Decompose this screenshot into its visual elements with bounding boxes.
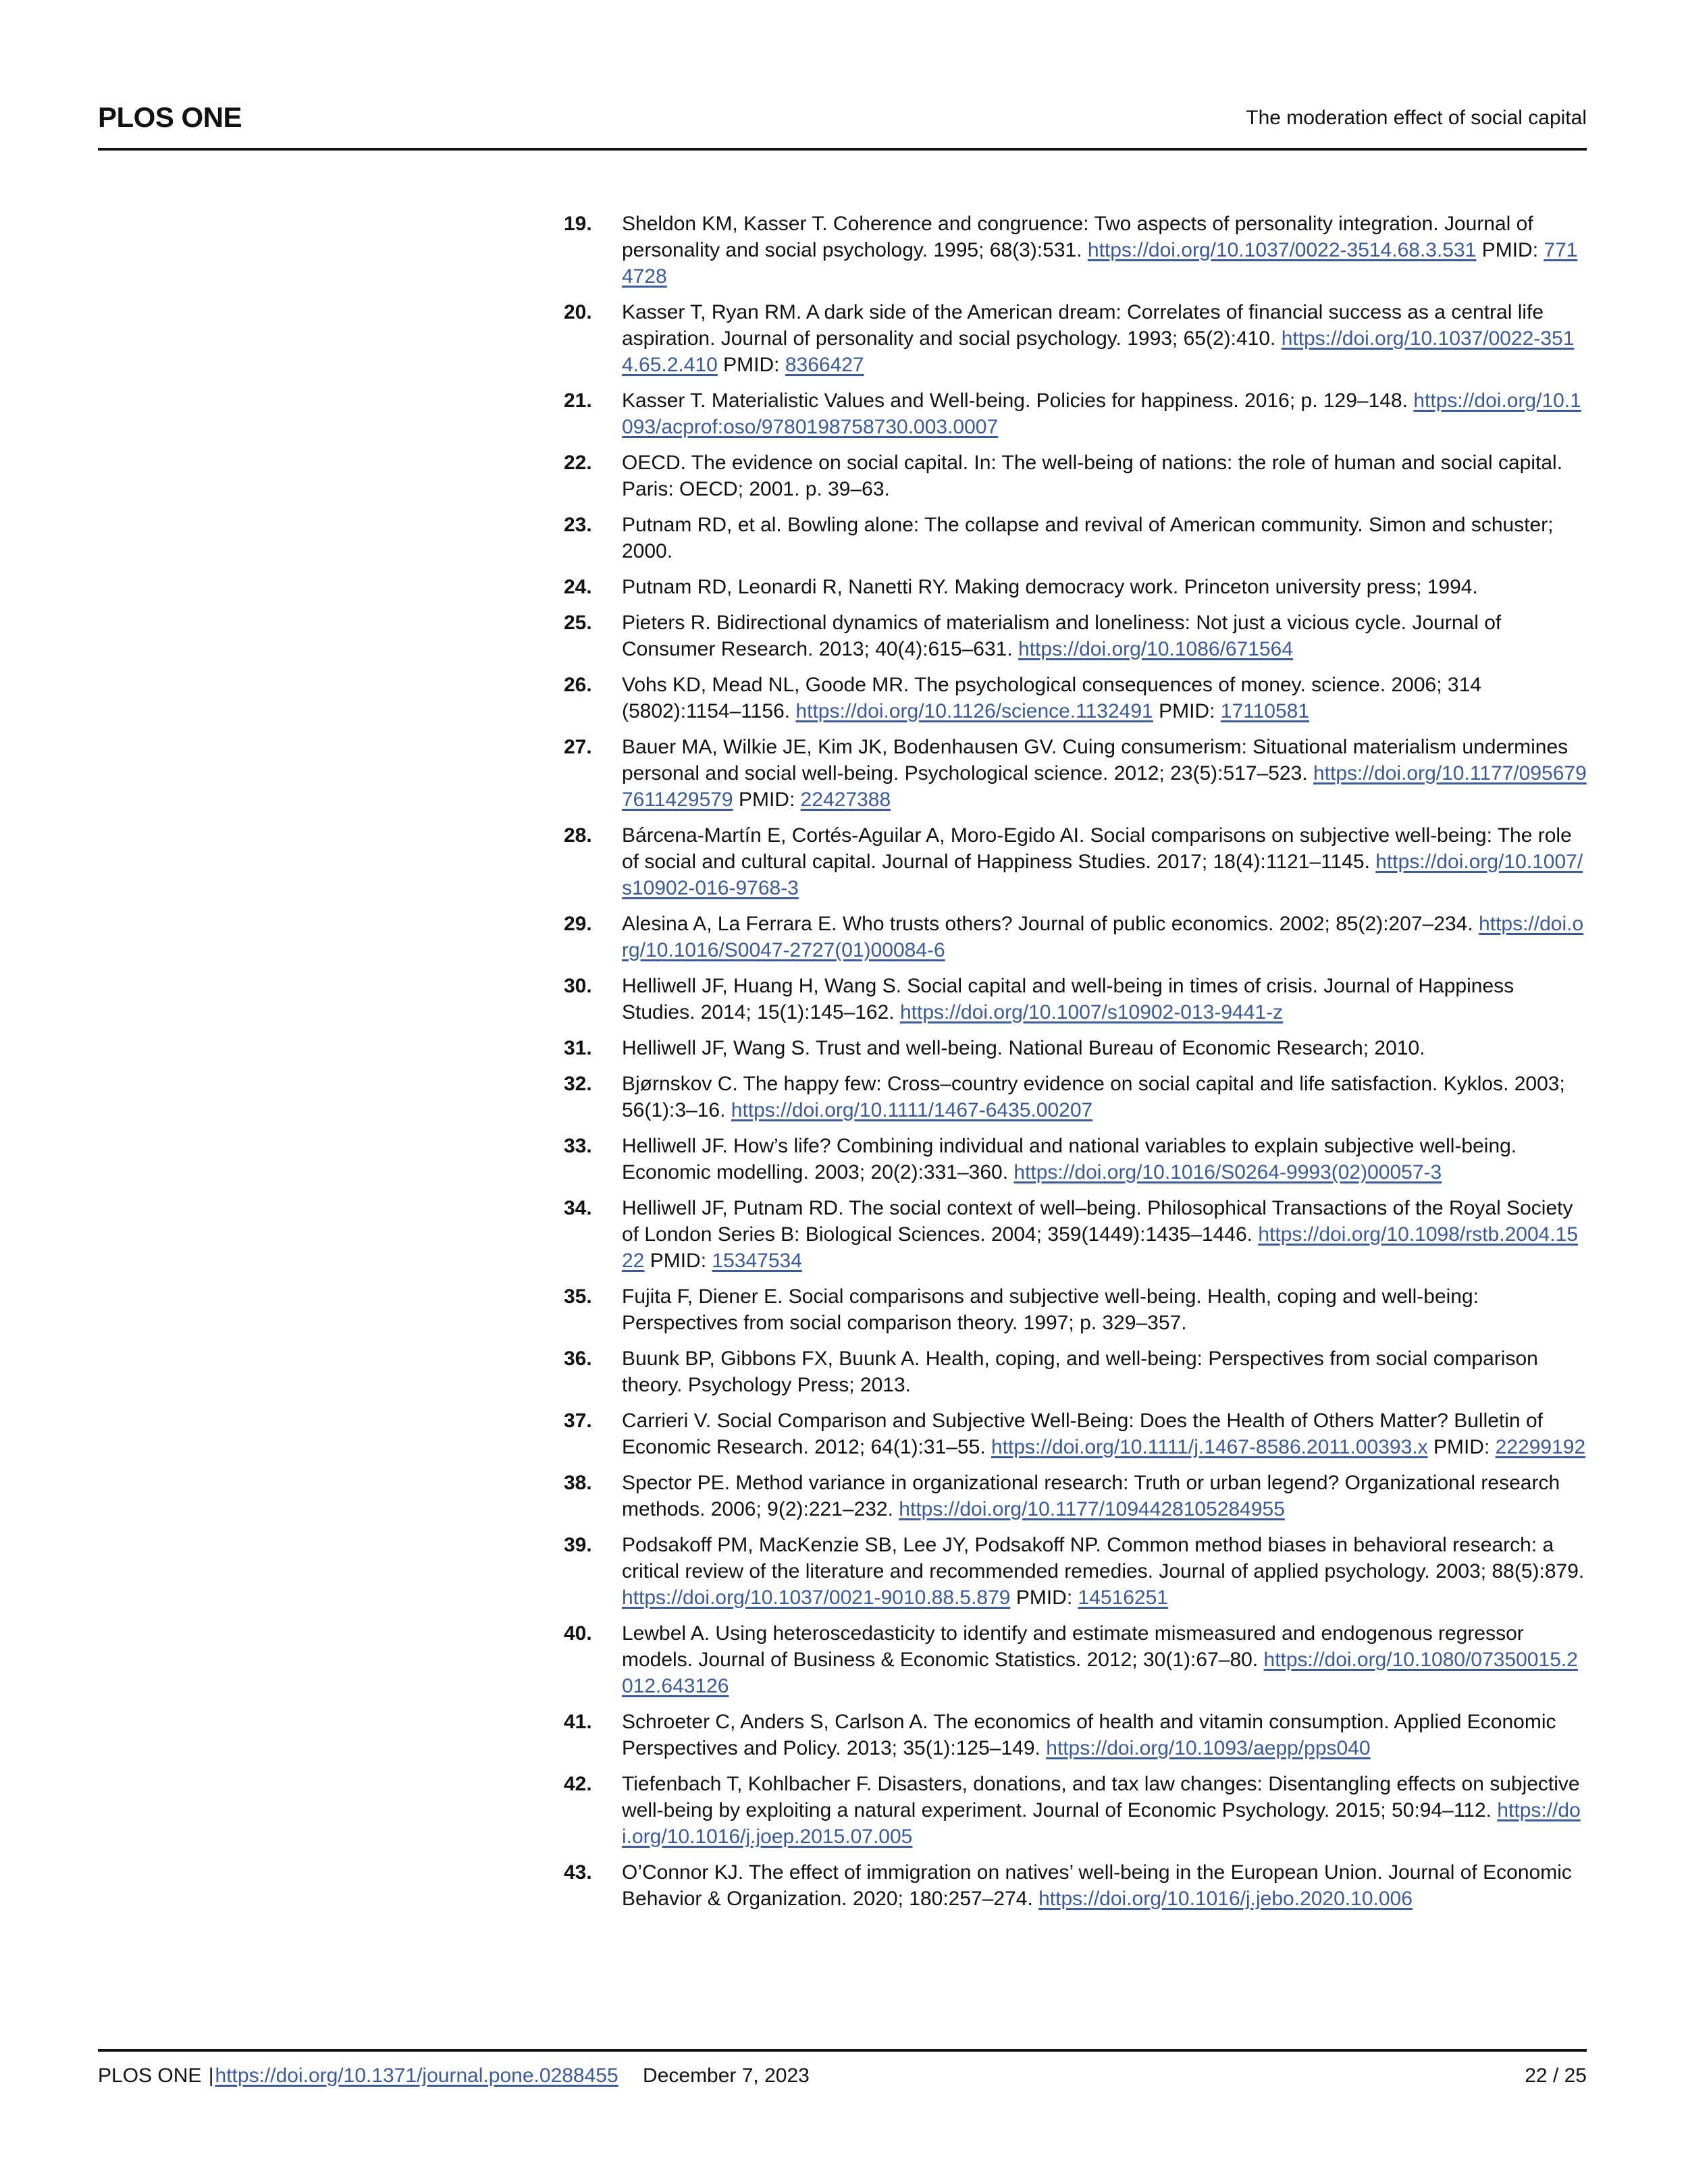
reference-body — [622, 1859, 1587, 1912]
reference-body — [622, 1035, 1587, 1061]
reference-number: 20. — [564, 301, 592, 323]
reference-item — [564, 1709, 1587, 1761]
reference-body — [622, 574, 1587, 600]
reference-body — [622, 610, 1587, 662]
reference-doi-link[interactable]: https://doi.org/10.1007/s10902-016-9768-3 — [622, 851, 1583, 899]
reference-doi-link[interactable]: https://doi.org/10.1177/0956797611429579 — [622, 762, 1587, 811]
reference-text: Bauer MA, Wilkie JE, Kim JK, Bodenhausen GV. Cuing consumerism: Situational materialism undermines personal and social well-being. Psychological science. 2012; 23(5):517–523. — [622, 736, 1568, 784]
reference-text: Fujita F, Diener E. Social comparisons and subjective well-being. Health, coping and well-being: Perspectives from social comparison theory. 1997; p. 329–357. — [622, 1285, 1479, 1334]
reference-doi-link[interactable]: https://doi.org/10.1098/rstb.2004.1522 — [622, 1223, 1579, 1272]
reference-body — [622, 299, 1587, 378]
reference-body — [622, 822, 1587, 901]
reference-text: Spector PE. Method variance in organizational research: Truth or urban legend? Organizational research methods. 2006; 9(2):221–232. — [622, 1472, 1560, 1520]
reference-item — [564, 211, 1587, 290]
reference-item — [564, 1283, 1587, 1336]
reference-doi-link[interactable]: https://doi.org/10.1016/S0047-2727(01)00084-6 — [622, 913, 1584, 961]
reference-doi-link[interactable]: https://doi.org/10.1111/1467-6435.00207 — [731, 1099, 1093, 1121]
reference-doi-link[interactable]: https://doi.org/10.1086/671564 — [1018, 638, 1294, 660]
pmid-label: PMID: — [1016, 1587, 1073, 1609]
reference-doi-link[interactable]: https://doi.org/10.1080/07350015.2012.643126 — [622, 1649, 1578, 1697]
reference-body — [622, 911, 1587, 963]
reference-body — [622, 1709, 1587, 1761]
reference-body — [622, 1532, 1587, 1611]
footer-date: December 7, 2023 — [643, 2065, 810, 2087]
reference-doi-link[interactable]: https://doi.org/10.1016/j.joep.2015.07.005 — [622, 1799, 1581, 1848]
reference-body — [622, 1283, 1587, 1336]
reference-number: 22. — [564, 452, 592, 474]
footer-separator: | — [208, 2065, 214, 2087]
reference-item — [564, 1071, 1587, 1123]
reference-body — [622, 388, 1587, 440]
reference-body — [622, 1133, 1587, 1186]
pmid-label: PMID: — [1481, 239, 1539, 261]
reference-text: Bjørnskov C. The happy few: Cross–country evidence on social capital and life satisfaction. Kyklos. 2003; 56(1):3–16. — [622, 1073, 1565, 1121]
header-rule — [98, 148, 1587, 151]
reference-number: 19. — [564, 213, 592, 235]
reference-body — [622, 211, 1587, 290]
reference-item — [564, 1408, 1587, 1460]
reference-pmid-link[interactable]: 17110581 — [1220, 700, 1310, 722]
reference-text: Putnam RD, Leonardi R, Nanetti RY. Making democracy work. Princeton university press; 1994. — [622, 576, 1478, 598]
reference-number: 23. — [564, 514, 592, 536]
reference-item — [564, 822, 1587, 901]
reference-body — [622, 1470, 1587, 1522]
reference-number: 27. — [564, 736, 592, 758]
reference-number: 28. — [564, 824, 592, 847]
reference-text: OECD. The evidence on social capital. In: The well-being of nations: the role of human and social capital. Paris: OECD; 2001. p. 39–63. — [622, 452, 1563, 500]
reference-doi-link[interactable]: https://doi.org/10.1007/s10902-013-9441-z — [899, 1001, 1284, 1023]
reference-number: 43. — [564, 1861, 592, 1884]
reference-number: 30. — [564, 975, 592, 997]
reference-item — [564, 1346, 1587, 1398]
reference-body — [622, 734, 1587, 813]
reference-number: 21. — [564, 390, 592, 412]
reference-item — [564, 734, 1587, 813]
reference-number: 36. — [564, 1348, 592, 1370]
reference-text: Putnam RD, et al. Bowling alone: The collapse and revival of American community. Simon and schuster; 2000. — [622, 514, 1554, 562]
reference-number: 32. — [564, 1073, 592, 1095]
reference-text: Sheldon KM, Kasser T. Coherence and congruence: Two aspects of personality integration. Journal of personality and social psychology. 1995; 68(3):531. — [622, 213, 1533, 261]
reference-number: 31. — [564, 1037, 592, 1059]
reference-number: 39. — [564, 1534, 592, 1556]
footer-rule — [98, 2049, 1587, 2052]
journal-name: PLOS ONE — [98, 101, 242, 133]
reference-item — [564, 610, 1587, 662]
reference-body — [622, 672, 1587, 724]
reference-text: Pieters R. Bidirectional dynamics of materialism and loneliness: Not just a vicious cycle. Journal of Consumer Research. 2013; 40(4):615–631. — [622, 612, 1502, 660]
reference-number: 42. — [564, 1773, 592, 1795]
reference-doi-link[interactable]: https://doi.org/10.1093/acprof:oso/9780198758730.003.0007 — [622, 390, 1581, 438]
reference-doi-link[interactable]: https://doi.org/10.1126/science.1132491 — [795, 700, 1153, 722]
pmid-label: PMID: — [723, 354, 780, 376]
reference-text: Podsakoff PM, MacKenzie SB, Lee JY, Podsakoff NP. Common method biases in behavioral research: a critical review of the literature and recommended remedies. Journal of applied psychology. 2003; 88(5):879. — [622, 1534, 1585, 1582]
reference-pmid-link[interactable]: 22427388 — [800, 789, 891, 811]
reference-pmid-link[interactable]: 15347534 — [712, 1250, 802, 1272]
running-title: The moderation effect of social capital — [1246, 107, 1587, 129]
footer-doi-link[interactable]: https://doi.org/10.1371/journal.pone.0288455 — [215, 2065, 618, 2087]
reference-body — [622, 1620, 1587, 1699]
reference-number: 34. — [564, 1197, 592, 1219]
reference-doi-link[interactable]: https://doi.org/10.1037/0022-3514.65.2.410 — [622, 327, 1575, 376]
reference-text: Carrieri V. Social Comparison and Subjective Well-Being: Does the Health of Others Matter? Bulletin of Economic Research. 2012; 64(1):31–55. — [622, 1410, 1543, 1458]
reference-number: 41. — [564, 1711, 592, 1733]
reference-doi-link[interactable]: https://doi.org/10.1177/1094428105284955 — [899, 1498, 1285, 1520]
reference-number: 25. — [564, 612, 592, 634]
reference-item — [564, 388, 1587, 440]
reference-item — [564, 1859, 1587, 1912]
reference-text: Schroeter C, Anders S, Carlson A. The economics of health and vitamin consumption. Applied Economic Perspectives and Policy. 2013; 35(1):125–149. — [622, 1711, 1556, 1759]
reference-pmid-link[interactable]: 8366427 — [785, 354, 864, 376]
reference-item — [564, 973, 1587, 1026]
pmid-label: PMID: — [650, 1250, 707, 1272]
reference-number: 24. — [564, 576, 592, 598]
reference-doi-link[interactable]: https://doi.org/10.1037/0022-3514.68.3.531 — [1087, 239, 1477, 261]
reference-number: 33. — [564, 1135, 592, 1157]
reference-number: 38. — [564, 1472, 592, 1494]
reference-doi-link[interactable]: https://doi.org/10.1093/aepp/pps040 — [1046, 1737, 1371, 1759]
pmid-label: PMID: — [1159, 700, 1215, 722]
reference-number: 37. — [564, 1410, 592, 1432]
reference-item — [564, 299, 1587, 378]
reference-item — [564, 911, 1587, 963]
reference-text: Bárcena-Martín E, Cortés-Aguilar A, Moro-Egido AI. Social comparisons on subjective well-being: The role of social and cultural capital. Journal of Happiness Studies. 2017; 18(4):1121–1145. — [622, 824, 1572, 873]
reference-item — [564, 574, 1587, 600]
reference-item — [564, 450, 1587, 502]
reference-item — [564, 1195, 1587, 1274]
reference-body — [622, 450, 1587, 502]
reference-text: Tiefenbach T, Kohlbacher F. Disasters, donations, and tax law changes: Disentangling effects on subjective well-being by exploiting a natural experiment. Journal of Economic Psychology. 2015; 50:94–112. — [622, 1773, 1580, 1821]
reference-number: 40. — [564, 1622, 592, 1645]
reference-list — [564, 211, 1587, 1921]
reference-doi-link[interactable]: https://doi.org/10.1037/0021-9010.88.5.879 — [622, 1587, 1011, 1609]
reference-item — [564, 512, 1587, 564]
reference-item — [564, 1133, 1587, 1186]
reference-item — [564, 1620, 1587, 1699]
reference-body — [622, 1408, 1587, 1460]
reference-body — [622, 973, 1587, 1026]
footer-journal: PLOS ONE — [98, 2065, 202, 2087]
reference-text: Helliwell JF, Huang H, Wang S. Social capital and well-being in times of crisis. Journal of Happiness Studies. 2014; 15(1):145–162. — [622, 975, 1514, 1023]
reference-item — [564, 1035, 1587, 1061]
reference-text: Alesina A, La Ferrara E. Who trusts others? Journal of public economics. 2002; 85(2):207–234. — [622, 913, 1473, 935]
reference-text: O’Connor KJ. The effect of immigration on natives’ well-being in the European Union. Journal of Economic Behavior & Organization. 2020; 180:257–274. — [622, 1861, 1572, 1910]
reference-pmid-link[interactable]: 7714728 — [622, 239, 1578, 288]
pmid-label: PMID: — [1433, 1436, 1490, 1458]
reference-text: Kasser T. Materialistic Values and Well-being. Policies for happiness. 2016; p. 129–148. — [622, 390, 1408, 412]
reference-text: Vohs KD, Mead NL, Goode MR. The psychological consequences of money. science. 2006; 314 (5802):1154–1156. — [622, 674, 1481, 722]
reference-body — [622, 1771, 1587, 1850]
reference-text: Helliwell JF, Wang S. Trust and well-being. National Bureau of Economic Research; 2010. — [622, 1037, 1425, 1059]
page-footer — [98, 2065, 810, 2087]
reference-doi-link[interactable]: https://doi.org/10.1111/j.1467-8586.2011.00393.x — [991, 1436, 1428, 1458]
reference-number: 35. — [564, 1285, 592, 1308]
reference-pmid-link[interactable]: 14516251 — [1078, 1587, 1168, 1609]
reference-text: Buunk BP, Gibbons FX, Buunk A. Health, coping, and well-being: Perspectives from social comparison theory. Psychology Press; 2013. — [622, 1348, 1538, 1396]
reference-text: Helliwell JF. How’s life? Combining individual and national variables to explain subjective well-being. Economic modelling. 2003; 20(2):331–360. — [622, 1135, 1517, 1183]
reference-body — [622, 1195, 1587, 1274]
reference-number: 26. — [564, 674, 592, 696]
pmid-label: PMID: — [738, 789, 795, 811]
reference-text: Kasser T, Ryan RM. A dark side of the American dream: Correlates of financial success as a central life aspiration. Journal of personality and social psychology. 1993; 65(2):410. — [622, 301, 1544, 350]
reference-pmid-link[interactable]: 22299192 — [1495, 1436, 1586, 1458]
reference-body — [622, 1071, 1587, 1123]
reference-number: 29. — [564, 913, 592, 935]
reference-item — [564, 1470, 1587, 1522]
reference-doi-link[interactable]: https://doi.org/10.1016/S0264-9993(02)00057-3 — [1013, 1161, 1442, 1183]
reference-item — [564, 1532, 1587, 1611]
reference-item — [564, 672, 1587, 724]
reference-body — [622, 1346, 1587, 1398]
reference-text: Helliwell JF, Putnam RD. The social context of well–being. Philosophical Transactions of the Royal Society of London Series B: Biological Sciences. 2004; 359(1449):1435–1446. — [622, 1197, 1573, 1246]
reference-item — [564, 1771, 1587, 1850]
reference-doi-link[interactable]: https://doi.org/10.1016/j.jebo.2020.10.006 — [1038, 1888, 1413, 1910]
reference-body — [622, 512, 1587, 564]
page-number: 22 / 25 — [1525, 2065, 1587, 2087]
reference-text: Lewbel A. Using heteroscedasticity to identify and estimate mismeasured and endogenous regressor models. Journal of Business & Economic Statistics. 2012; 30(1):67–80. — [622, 1622, 1524, 1671]
